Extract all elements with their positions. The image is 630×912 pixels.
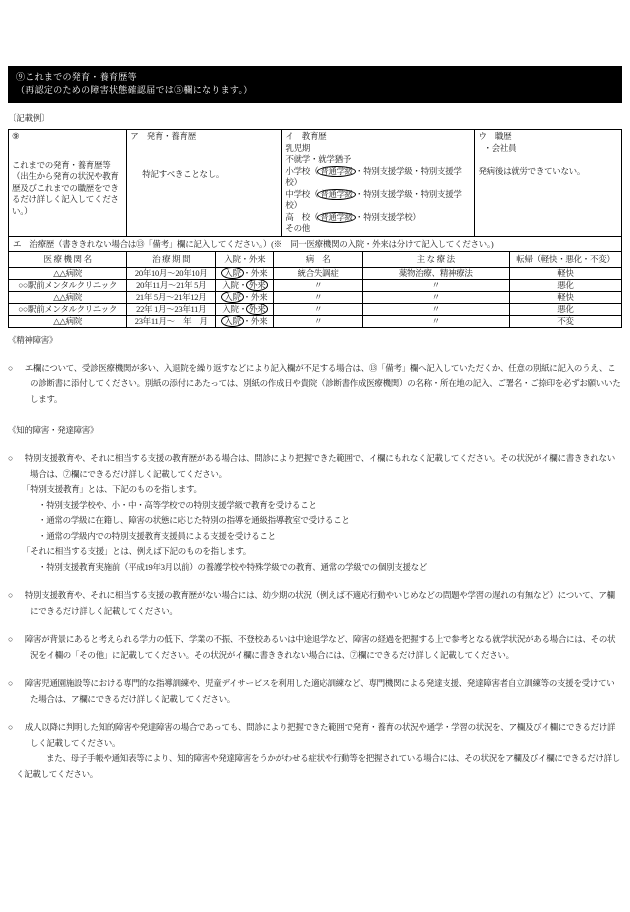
- cell-development-history: [127, 130, 282, 237]
- cell-disease: 〃: [274, 279, 362, 291]
- dev-paragraph-3: [8, 632, 622, 663]
- cell-therapy: 〃: [362, 291, 509, 303]
- junior-suffix: ・特別支援学級・特別支援学校）: [285, 188, 462, 210]
- dev-paragraph-4-text: 障害児通園施設等における専門的な指導訓練や、児童デイサービスを利用した適応訓練など、専門機関による発達支援、発達障害者自立訓練等の支援を受けていた場合は、ア欄にできるだけ詳しく記載してください。: [24, 678, 615, 704]
- cell-facility-name: ○○駅前メンタルクリニック: [9, 279, 127, 291]
- cell-period: 20年10月～20年10月: [127, 267, 216, 279]
- header-disease-name: 病 名: [274, 251, 362, 267]
- treatment-table-caption: エ 治療歴（書ききれない場合は⑬「備考」欄に記入してください。）(※ 同一医療機関の入院・外来は分けて記入してください。): [9, 236, 622, 251]
- dev-paragraph-5: [8, 720, 622, 751]
- cell-inout: [216, 315, 274, 327]
- inpatient-option: 入院: [221, 315, 243, 327]
- inpatient-option: 入院: [222, 303, 239, 314]
- treatment-row: [9, 279, 622, 291]
- dev-paragraph-3-text: 障害が背景にあると考えられる学力の低下、学業の不振、不登校あるいは中途退学など、障害の経過を把握する上で参考となる就学状況がある場合には、その状況をイ欄の「その他」に記載してください。その状況がイ欄に書ききれない場合には、⑦欄にできるだけ詳しく記載してください。: [24, 634, 616, 660]
- cell-inout: [216, 267, 274, 279]
- cell-education-history: [282, 130, 475, 237]
- paragraph-marker: ○: [8, 453, 13, 463]
- education-line-other: その他: [285, 223, 310, 233]
- treatment-header-row: [9, 251, 622, 267]
- cell-facility-name: ○○駅前メンタルクリニック: [9, 303, 127, 315]
- outpatient-option: 外来: [246, 279, 268, 291]
- dev-paragraph-1: [8, 451, 622, 482]
- header-facility-name: 医 療 機 関 名: [9, 251, 127, 267]
- treatment-row: [9, 315, 622, 327]
- inout-separator: ・: [242, 291, 251, 302]
- dev-paragraph-5-text: 成人以降に判明した知的障害や発達障害の場合であっても、問診により把握できた範囲で発育・養育の状況や通学・学習の状況を、ア欄及びイ欄にできるだけ詳しく記載してください。: [24, 722, 616, 748]
- inout-separator: ・: [238, 303, 247, 314]
- special-education-bullet-2: ・通常の学級に在籍し、障害の状態に応じた特別の指導を通級指導教室で受けること: [38, 515, 350, 525]
- outpatient-option: 外来: [250, 267, 268, 278]
- education-line-infant: 乳児期: [285, 142, 310, 153]
- header-inout: 入院・外来: [216, 251, 274, 267]
- paragraph-marker: ○: [8, 590, 13, 600]
- example-table: [8, 129, 622, 237]
- header-main-therapy: 主 な 療 法: [362, 251, 509, 267]
- cell-work-history: [475, 130, 622, 237]
- cell-inout: [216, 291, 274, 303]
- education-history-title: イ 教育歴: [285, 131, 327, 141]
- section9-number: ⑨: [12, 131, 20, 141]
- paragraph-marker: ○: [8, 634, 13, 644]
- developmental-section-title: 《知的障害・発達障害》: [8, 425, 99, 435]
- cell-facility-name: △△病院: [9, 315, 127, 327]
- cell-outcome: 不変: [509, 315, 621, 327]
- elementary-suffix: ・特別支援学級・特別支援学校）: [285, 165, 462, 187]
- cell-disease: 〃: [274, 291, 362, 303]
- inout-separator: ・: [238, 279, 247, 290]
- education-line-elementary: [285, 166, 471, 189]
- inpatient-option: 入院: [221, 291, 243, 303]
- work-history-line1: ・会社員: [483, 142, 517, 153]
- junior-circled-option: 普通学級: [317, 189, 356, 200]
- cell-period: 22年 1月～23年11月: [127, 303, 216, 315]
- cell-disease: 統合失調症: [274, 267, 362, 279]
- elementary-circled-option: 普通学級: [317, 166, 356, 177]
- section-header-subtitle: （再認定のための障害状態確認届では⑤欄になります。）: [16, 85, 253, 95]
- cell-disease: 〃: [274, 315, 362, 327]
- notes-section: [8, 333, 622, 783]
- education-line-junior: [285, 189, 471, 212]
- cell-period: 23年11月～ 年 月: [127, 315, 216, 327]
- mental-paragraph: [8, 361, 622, 408]
- header-treatment-period: 治 療 期 間: [127, 251, 216, 267]
- equivalent-support-definition: 「それに相当する支援」とは、例えば下記のものを指します。: [22, 546, 251, 556]
- outpatient-option: 外来: [250, 291, 268, 302]
- equivalent-support-bullet: ・特別支援教育実施前（平成19年3月以前）の養護学校や特殊学級での教育、通常の学級での個別支援など: [38, 561, 428, 572]
- outpatient-option: 外来: [246, 303, 268, 315]
- education-line-high: [285, 212, 471, 224]
- cell-period: 20年11月～21年 5月: [127, 279, 216, 291]
- dev-paragraph-2-text: 特別支援教育や、それに相当する支援の教育歴がない場合には、幼少期の状況（例えば不適応行動やいじめなどの問題や学習の遅れの有無など）について、ア欄にできるだけ詳しく記載してください。: [24, 590, 615, 616]
- development-history-title: ア 発育・養育歴: [130, 131, 196, 141]
- treatment-row: [9, 303, 622, 315]
- special-education-definition: 「特別支援教育」とは、下記のものを指します。: [22, 484, 202, 494]
- cell-section9: [9, 130, 127, 237]
- section-header-bar: [8, 66, 622, 103]
- cell-therapy: 〃: [362, 279, 509, 291]
- cell-therapy: 薬物治療、精神療法: [362, 267, 509, 279]
- work-history-line2: 発病後は就労できていない。: [478, 166, 586, 176]
- outpatient-option: 外来: [250, 315, 268, 326]
- mental-paragraph-text: エ欄について、受診医療機関が多い、入退院を繰り返すなどにより記入欄が不足する場合は、⑬「備考」欄へ記入していただくか、任意の別紙に記入のうえ、この診断書に添付してください。別紙の添付にあたっては、別紙の作成日や貴院（診断書作成医療機関）の名称・所在地の記入、ご署名・ご捺印を必ずお願いいたします。: [24, 362, 621, 404]
- inout-separator: ・: [242, 315, 251, 326]
- cell-inout: [216, 279, 274, 291]
- high-suffix: ・特別支援学校）: [355, 211, 421, 222]
- cell-outcome: 軽快: [509, 291, 621, 303]
- example-table-row: [9, 130, 622, 237]
- section9-description: これまでの発育・養育歴等（出生から発育の状況や教育歴及びこれまでの職歴をできるだけ詳しく記入してください。）: [12, 159, 119, 216]
- dev-paragraph-5-continuation: また、母子手帳や通知表等により、知的障害や発達障害をうかがわせる症状や行動等を把握されている場合には、その状況をア欄及びイ欄にできるだけ詳しく記載してください。: [16, 753, 621, 779]
- dev-paragraph-2: [8, 588, 622, 619]
- cell-facility-name: △△病院: [9, 291, 127, 303]
- cell-outcome: 悪化: [509, 279, 621, 291]
- cell-therapy: 〃: [362, 315, 509, 327]
- inpatient-option: 入院: [221, 267, 243, 279]
- cell-period: 21年 5月～21年12月: [127, 291, 216, 303]
- mental-disorder-section-title: 《精神障害》: [8, 334, 58, 345]
- treatment-history-table: [8, 236, 622, 328]
- inout-separator: ・: [242, 267, 251, 278]
- cell-outcome: 悪化: [509, 303, 621, 315]
- cell-therapy: 〃: [362, 303, 509, 315]
- dev-paragraph-4: [8, 676, 622, 707]
- paragraph-marker: ○: [8, 722, 13, 732]
- paragraph-marker: ○: [8, 678, 13, 688]
- treatment-row: [9, 291, 622, 303]
- section-header-title: ⑨これまでの発育・養育歴等: [16, 72, 137, 82]
- special-education-bullet-1: ・特別支援学校や、小・中・高等学校での特別支援学級で教育を受けること: [38, 499, 317, 510]
- dev-paragraph-1-text: 特別支援教育や、それに相当する支援の教育歴がある場合は、問診により把握できた範囲で、イ欄にもれなく記載してください。その状況がイ欄に書ききれない場合は、⑦欄にできるだけ詳しく記載してください。: [24, 453, 615, 479]
- treatment-row: [9, 267, 622, 279]
- cell-inout: [216, 303, 274, 315]
- cell-outcome: 軽快: [509, 267, 621, 279]
- inpatient-option: 入院: [222, 279, 239, 290]
- special-education-bullet-3: ・通常の学級内での特別支援教育支援員による支援を受けること: [38, 530, 276, 541]
- development-history-value: 特記すべきことなし。: [142, 168, 225, 179]
- treatment-caption-row: [9, 236, 622, 251]
- paragraph-marker: ○: [8, 362, 13, 373]
- high-circled-option: 普通学級: [317, 212, 356, 223]
- high-prefix: 高 校（: [285, 211, 319, 222]
- example-label: 〔記載例〕: [8, 113, 50, 123]
- header-outcome: 転帰（軽快・悪化・不変）: [509, 251, 621, 267]
- education-line-noschool: 不就学・就学猶予: [285, 154, 351, 164]
- elementary-prefix: 小学校（: [285, 165, 319, 176]
- cell-disease: 〃: [274, 303, 362, 315]
- junior-prefix: 中学校（: [285, 188, 319, 199]
- work-history-title: ウ 職歴: [478, 131, 512, 141]
- cell-facility-name: △△病院: [9, 267, 127, 279]
